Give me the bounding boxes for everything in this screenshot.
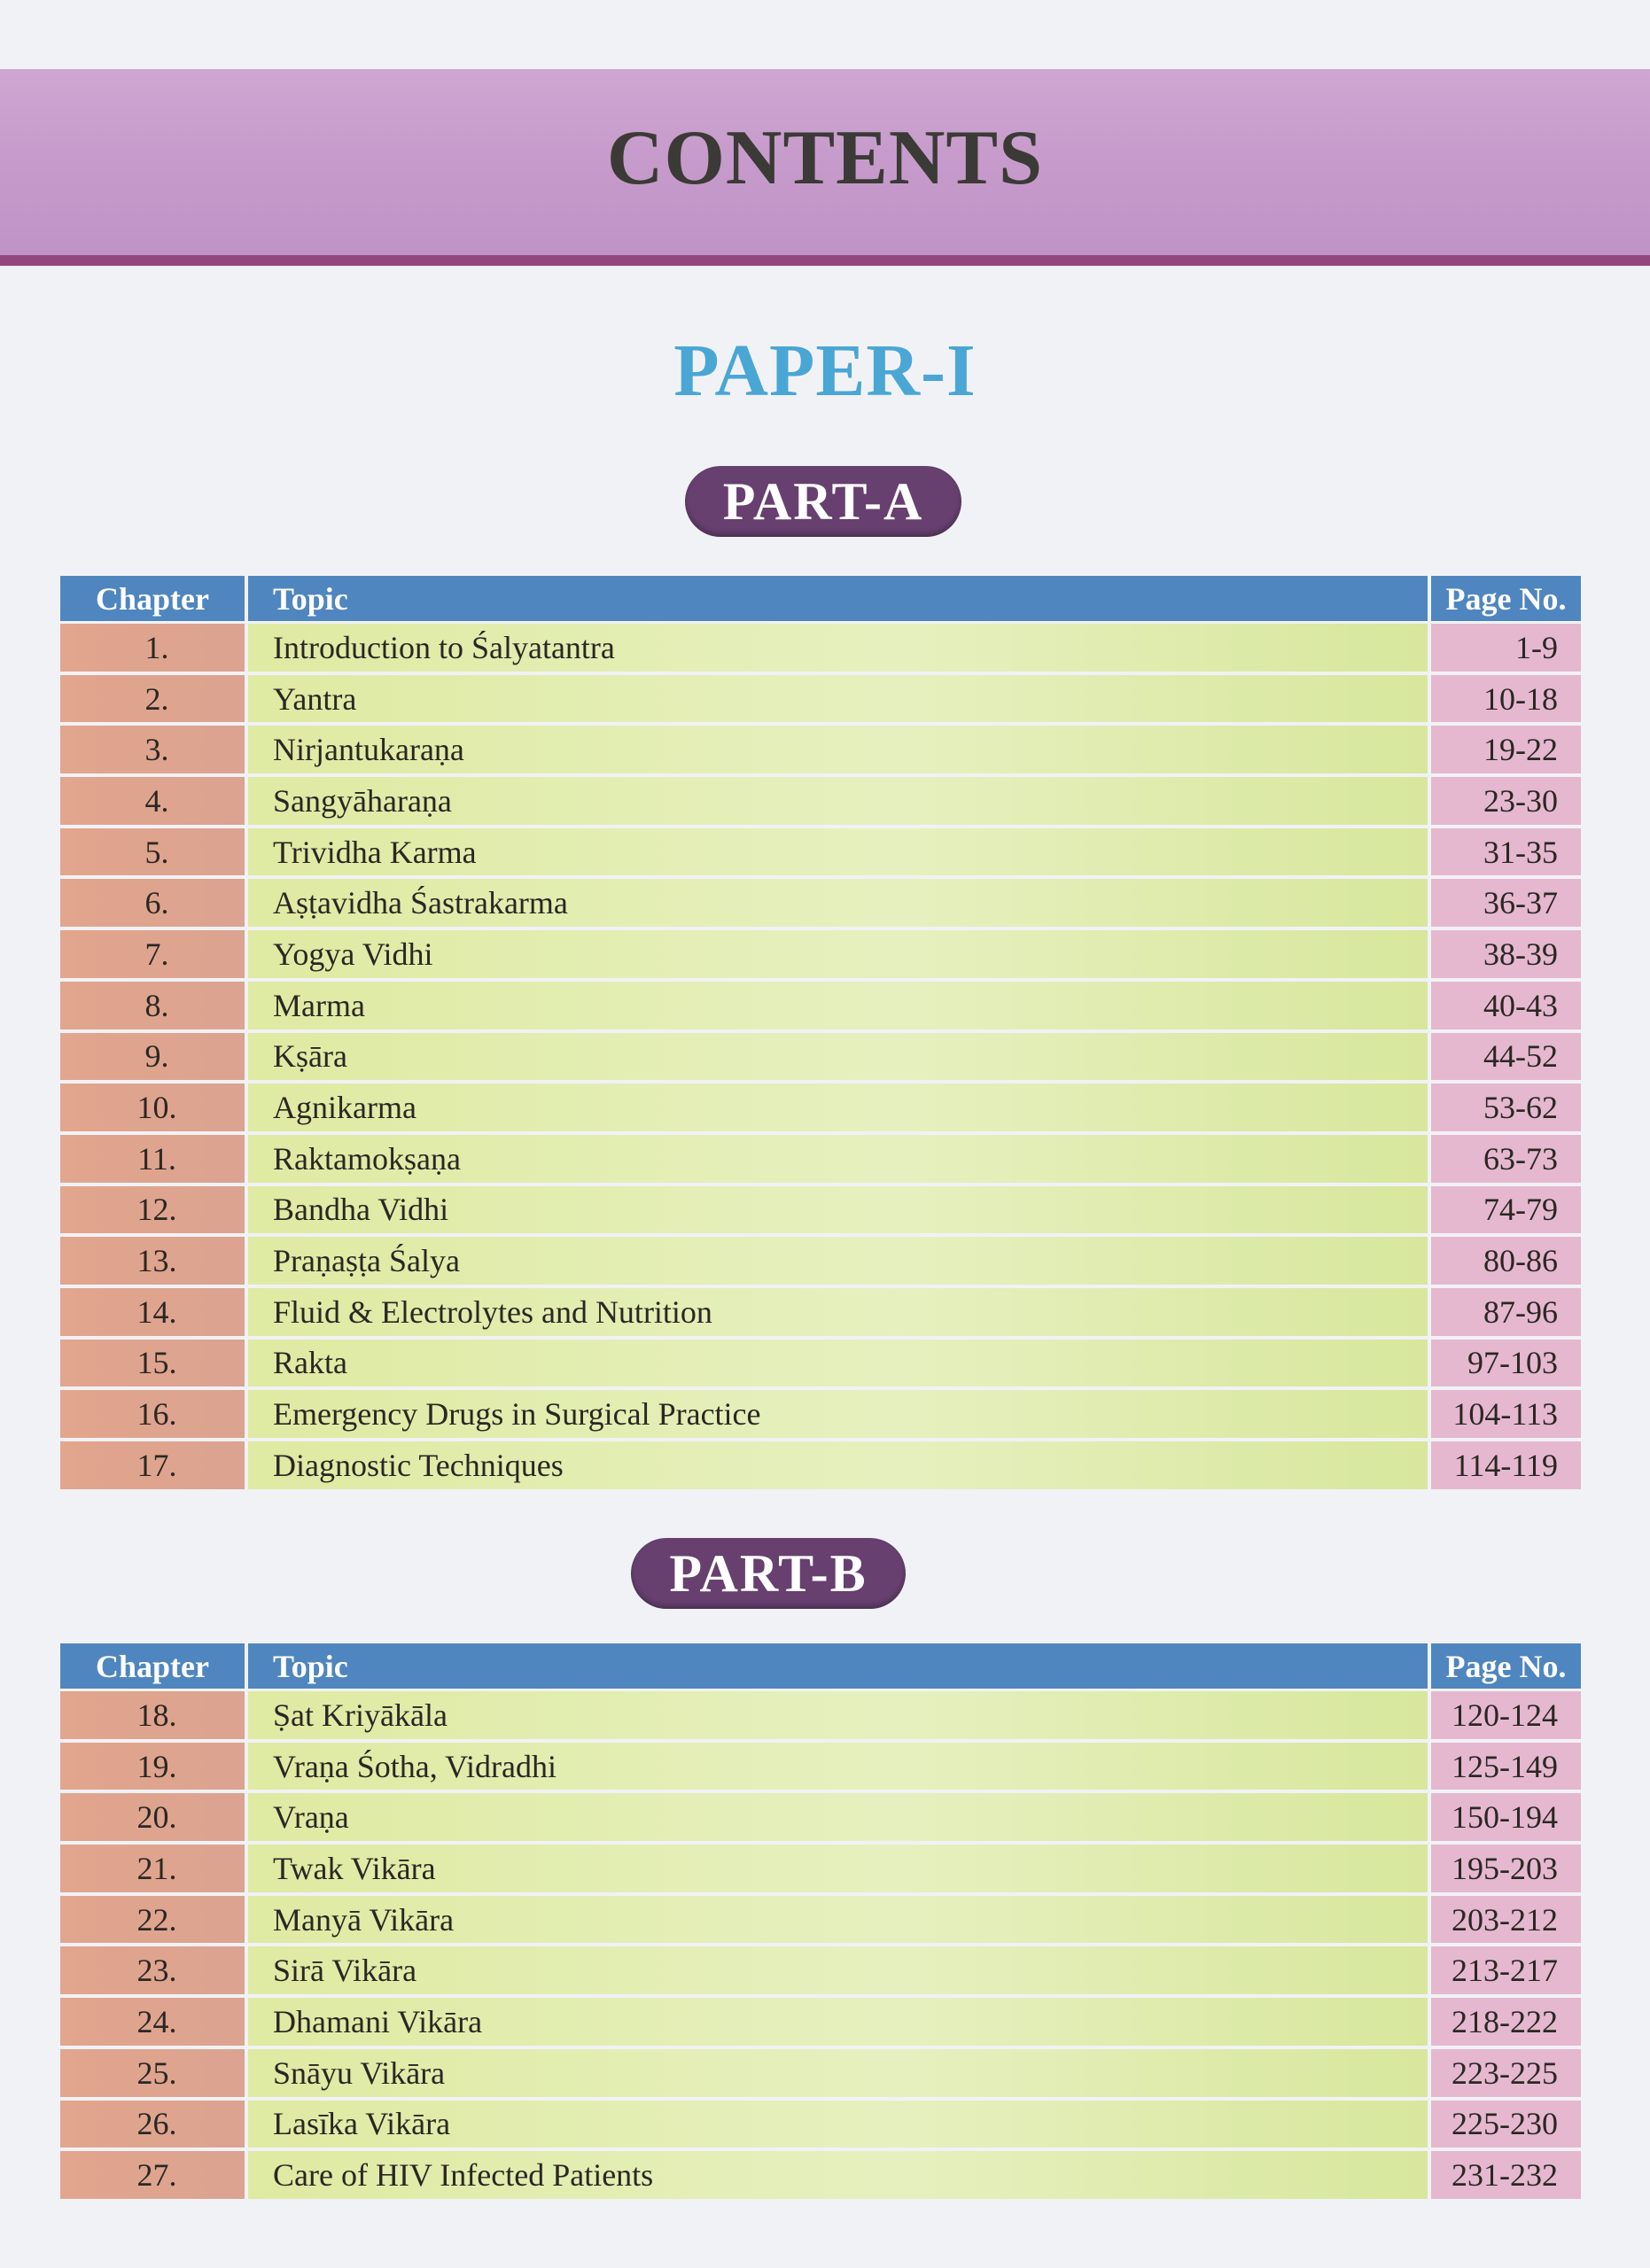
table-row [60, 777, 1581, 828]
page-range: 125-149 [1431, 1743, 1581, 1790]
page-range: 19-22 [1431, 726, 1581, 773]
part-a-rows [60, 624, 1581, 1493]
chapter-topic: Vraṇa Śotha, Vidradhi [248, 1743, 1428, 1790]
chapter-topic: Yogya Vidhi [248, 930, 1428, 978]
table-row [60, 1998, 1581, 2049]
page-column-header: Page No. [1431, 576, 1581, 621]
table-row [60, 2049, 1581, 2101]
table-row [60, 982, 1581, 1033]
table-row [60, 1237, 1581, 1288]
table-row [60, 1186, 1581, 1238]
table-row [60, 1441, 1581, 1493]
chapter-topic: Fluid & Electrolytes and Nutrition [248, 1288, 1428, 1336]
page-range: 104-113 [1431, 1390, 1581, 1438]
page-range: 23-30 [1431, 777, 1581, 825]
chapter-number: 25. [60, 2049, 245, 2097]
chapter-topic: Ṣat Kriyākāla [248, 1691, 1428, 1739]
chapter-number: 23. [60, 1946, 245, 1994]
chapter-topic: Sirā Vikāra [248, 1946, 1428, 1994]
page-range: 87-96 [1431, 1288, 1581, 1336]
table-row [60, 2101, 1581, 2152]
chapter-topic: Yantra [248, 675, 1428, 723]
page-range: 225-230 [1431, 2101, 1581, 2148]
table-row [60, 879, 1581, 930]
table-row [60, 1084, 1581, 1135]
chapter-topic: Dhamani Vikāra [248, 1998, 1428, 2046]
chapter-topic: Aṣṭavidha Śastrakarma [248, 879, 1428, 927]
chapter-topic: Diagnostic Techniques [248, 1441, 1428, 1489]
chapter-number: 17. [60, 1441, 245, 1489]
table-row [60, 2151, 1581, 2202]
chapter-topic: Marma [248, 982, 1428, 1029]
page-range: 40-43 [1431, 982, 1581, 1029]
chapter-number: 11. [60, 1135, 245, 1183]
table-row [60, 675, 1581, 726]
chapter-number: 21. [60, 1845, 245, 1892]
part-a-label: PART-A [685, 466, 961, 537]
chapter-number: 9. [60, 1033, 245, 1081]
chapter-topic: Rakta [248, 1340, 1428, 1387]
page-range: 195-203 [1431, 1845, 1581, 1892]
chapter-topic: Introduction to Śalyatantra [248, 624, 1428, 672]
page-range: 38-39 [1431, 930, 1581, 978]
page-title: CONTENTS [606, 114, 1044, 201]
part-a-table [60, 576, 1581, 1493]
chapter-number: 19. [60, 1743, 245, 1790]
chapter-number: 27. [60, 2151, 245, 2199]
table-row [60, 1896, 1581, 1947]
table-row [60, 1793, 1581, 1845]
chapter-number: 6. [60, 879, 245, 927]
page-range: 10-18 [1431, 675, 1581, 723]
page-range: 223-225 [1431, 2049, 1581, 2097]
contents-banner [0, 69, 1650, 266]
page-range: 97-103 [1431, 1340, 1581, 1387]
chapter-number: 10. [60, 1084, 245, 1131]
table-row [60, 828, 1581, 880]
chapter-topic: Snāyu Vikāra [248, 2049, 1428, 2097]
chapter-column-header: Chapter [60, 576, 245, 621]
page-range: 74-79 [1431, 1186, 1581, 1234]
chapter-number: 18. [60, 1691, 245, 1739]
chapter-topic: Vraṇa [248, 1793, 1428, 1841]
chapter-topic: Praṇaṣṭa Śalya [248, 1237, 1428, 1285]
paper-title: PAPER-I [673, 330, 977, 412]
chapter-number: 24. [60, 1998, 245, 2046]
page-range: 36-37 [1431, 879, 1581, 927]
page-range: 203-212 [1431, 1896, 1581, 1944]
chapter-topic: Twak Vikāra [248, 1845, 1428, 1892]
page-column-header: Page No. [1431, 1643, 1581, 1689]
chapter-number: 20. [60, 1793, 245, 1841]
chapter-topic: Kṣāra [248, 1033, 1428, 1081]
chapter-topic: Manyā Vikāra [248, 1896, 1428, 1944]
topic-column-header: Topic [248, 1643, 1428, 1689]
chapter-topic: Sangyāharaṇa [248, 777, 1428, 825]
chapter-topic: Bandha Vidhi [248, 1186, 1428, 1234]
page-range: 218-222 [1431, 1998, 1581, 2046]
chapter-number: 7. [60, 930, 245, 978]
chapter-number: 14. [60, 1288, 245, 1336]
table-row [60, 1691, 1581, 1743]
chapter-number: 2. [60, 675, 245, 723]
page-range: 44-52 [1431, 1033, 1581, 1081]
chapter-topic: Lasīka Vikāra [248, 2101, 1428, 2148]
page-range: 150-194 [1431, 1793, 1581, 1841]
page-range: 114-119 [1431, 1441, 1581, 1489]
page-range: 80-86 [1431, 1237, 1581, 1285]
table-row [60, 1033, 1581, 1084]
chapter-number: 4. [60, 777, 245, 825]
chapter-number: 3. [60, 726, 245, 773]
table-row [60, 1135, 1581, 1186]
table-header [60, 1643, 1581, 1691]
page-range: 231-232 [1431, 2151, 1581, 2199]
part-b-table [60, 1643, 1581, 2202]
table-row [60, 930, 1581, 982]
page-range: 213-217 [1431, 1946, 1581, 1994]
chapter-column-header: Chapter [60, 1643, 245, 1689]
chapter-number: 15. [60, 1340, 245, 1387]
page-range: 53-62 [1431, 1084, 1581, 1131]
chapter-number: 5. [60, 828, 245, 876]
table-row [60, 1390, 1581, 1441]
topic-column-header: Topic [248, 576, 1428, 621]
chapter-topic: Agnikarma [248, 1084, 1428, 1131]
chapter-topic: Raktamokṣaṇa [248, 1135, 1428, 1183]
table-row [60, 1743, 1581, 1794]
chapter-number: 13. [60, 1237, 245, 1285]
page-range: 63-73 [1431, 1135, 1581, 1183]
chapter-number: 1. [60, 624, 245, 672]
chapter-topic: Emergency Drugs in Surgical Practice [248, 1390, 1428, 1438]
chapter-number: 12. [60, 1186, 245, 1234]
chapter-topic: Nirjantukaraṇa [248, 726, 1428, 773]
page-range: 31-35 [1431, 828, 1581, 876]
part-b-label: PART-B [631, 1538, 906, 1609]
part-b-rows [60, 1691, 1581, 2202]
table-row [60, 624, 1581, 675]
table-row [60, 1288, 1581, 1340]
page-range: 120-124 [1431, 1691, 1581, 1739]
table-row [60, 726, 1581, 777]
table-row [60, 1946, 1581, 1998]
chapter-number: 26. [60, 2101, 245, 2148]
table-row [60, 1845, 1581, 1896]
page-range: 1-9 [1431, 624, 1581, 672]
chapter-topic: Trividha Karma [248, 828, 1428, 876]
chapter-topic: Care of HIV Infected Patients [248, 2151, 1428, 2199]
chapter-number: 16. [60, 1390, 245, 1438]
table-header [60, 576, 1581, 624]
chapter-number: 8. [60, 982, 245, 1029]
table-row [60, 1340, 1581, 1391]
chapter-number: 22. [60, 1896, 245, 1944]
